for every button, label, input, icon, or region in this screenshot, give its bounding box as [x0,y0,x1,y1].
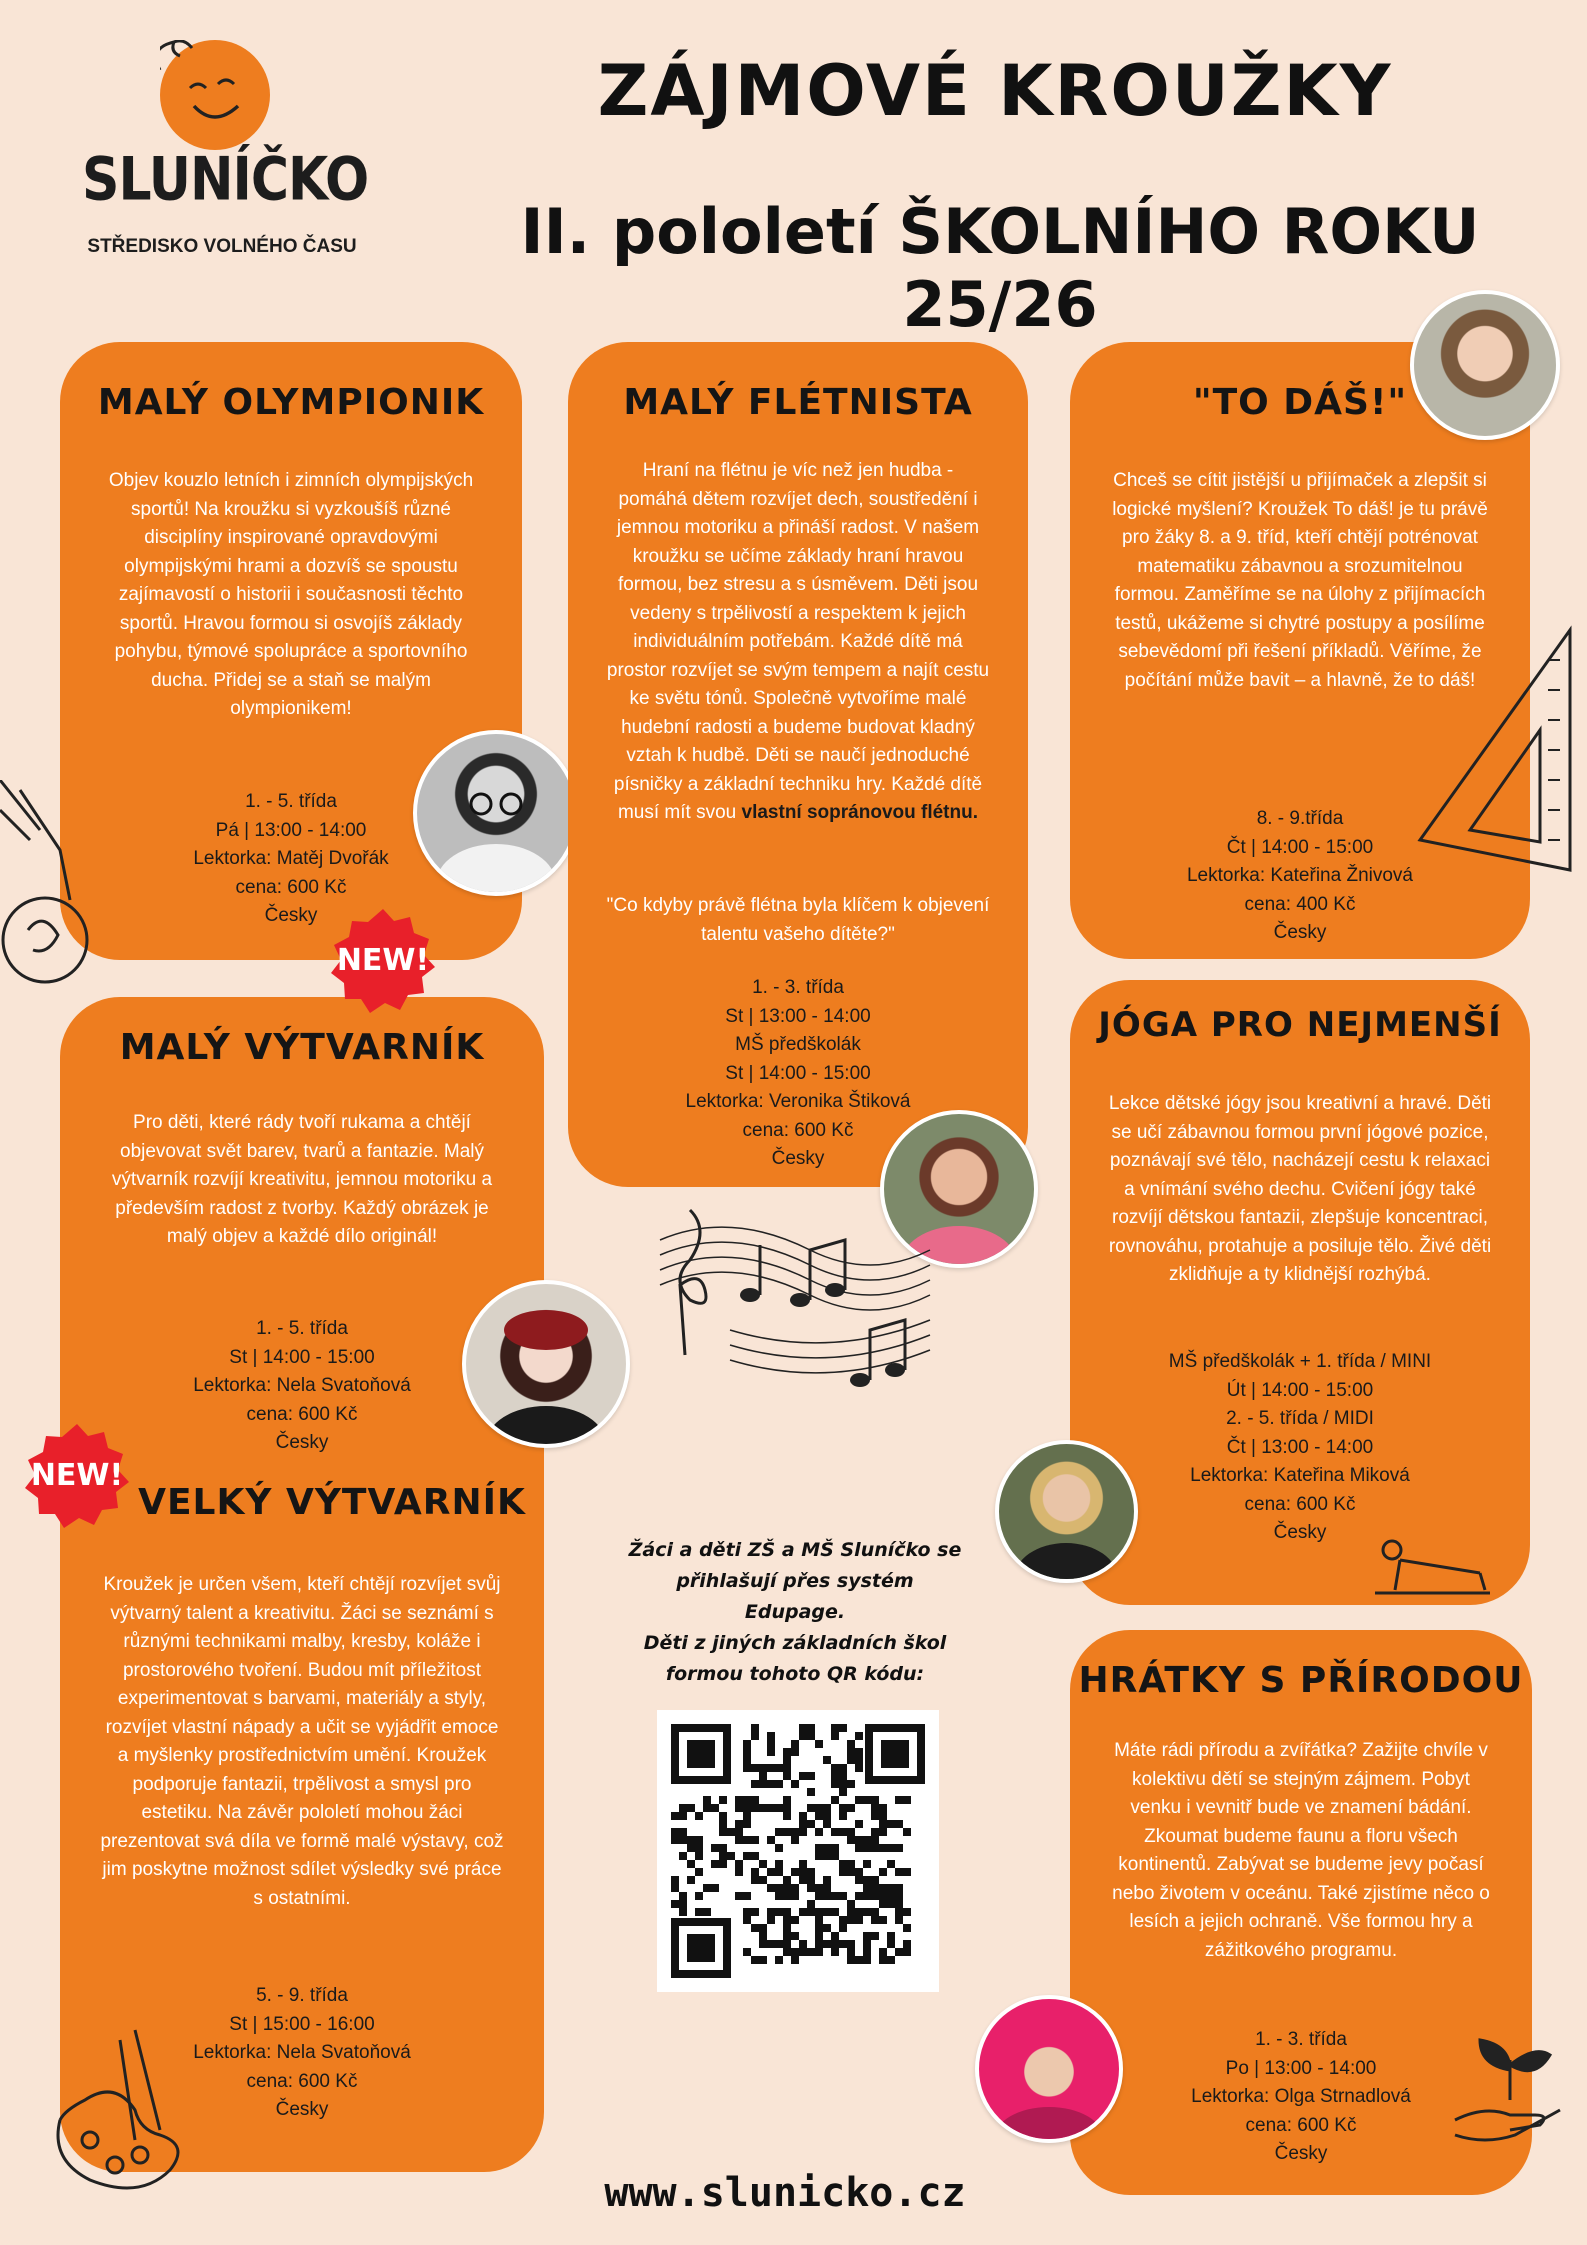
logo-subtitle: STŘEDISKO VOLNÉHO ČASU [87,236,357,257]
yoga-plank-icon [1370,1535,1495,1600]
info-time: Pá | 13:00 - 14:00 [215,819,367,841]
lecturer-photo [995,1440,1138,1583]
paint-palette-icon [40,2020,190,2200]
card-description: Máte rádi přírodu a zvířátka? Zažijte chvíle v kolektivu dětí se stejným zájmem. Pobyt venku i vevnitř bude ve znamení bádání. Zkoumat budeme faunu a floru všech kontinentů. Zabývat se budeme jevy počasí nebo životem v oceánu. Také zjistíme něco o lesích a jejich ochraně. Vše formou hry a zážitkového programu. [1112,1740,1490,1961]
card-title: MALÝ FLÉTNISTA [623,382,973,423]
info-price: cena: 600 Kč [246,2070,358,2092]
info-time: St | 15:00 - 16:00 [229,2013,375,2035]
info-price: cena: 600 Kč [246,1403,358,1425]
info-grade: 1. - 3. třída [1255,2029,1347,2050]
info-grade: MŠ předškolák + 1. třída / MINI [1168,1351,1432,1372]
plant-hand-icon [1450,2030,1570,2150]
info-language: Česky [771,1148,825,1169]
card-description-velky: Kroužek je určen všem, kteří chtějí rozvíjet svůj výtvarný talent a kreativitu. Žáci se seznámí s různými technikami malby, kresby, koláže i prostorového tvoření. Budou mít příležitost experimentovat s barvami, materiály a styly, rozvíjet vlastní nápady a učit se vyjádřit emoce a myšlenky prostřednictvím umění. Kroužek podporuje fantazii, trpělivost a smysl pro estetiku. Na závěr pololetí mohou žáci prezentovat svá díla ve formě malé výstavy, což jim poskytne možnost sdílet výsledky své práce s ostatními. [100,1574,504,1909]
card-info [1108,2026,1494,2169]
card-description: Chceš se cítit jistější u přijímaček a zlepšit si logické myšlení? Kroužek To dáš! je tu právě pro žáky 8. a 9. tříd, kteří chtějí potrénovat matematiku zábavnou a srozumitelnou formou. Zaměříme se na úlohy z přijímacích testů, ukážeme si chytré postupy a posílíme sebevědomí při řešení příkladů. Věříme, že počítání může bavit – a hlavně, že to dáš! [1112,470,1488,691]
music-notes-icon [650,1180,940,1450]
info-grade: 8. - 9.třída [1256,808,1344,829]
info-lecturer: Lektorka: Matěj Dvořák [193,848,389,869]
info-lecturer: Lektorka: Nela Svatoňová [193,1375,411,1396]
info-grade: 1. - 5. třída [245,791,337,812]
page-subtitle: II. pololetí ŠKOLNÍHO ROKU 25/26 [520,195,1480,341]
info-grade-2: MŠ předškolák [735,1034,861,1055]
card-info [1108,1348,1492,1548]
info-time: Čt | 14:00 - 15:00 [1226,836,1374,858]
lecturer-photo [1410,290,1560,440]
logo-name: SLUNÍČKO [82,145,369,215]
card-vytvarnik [60,997,544,2172]
info-grade-2: 2. - 5. třída / MIDI [1226,1408,1374,1429]
card-title: HRÁTKY S PŘÍRODOU [1078,1660,1524,1701]
info-lecturer: Lektorka: Kateřina Žnivová [1186,865,1413,886]
lecturer-photo [462,1280,630,1448]
qr-code[interactable] [657,1710,939,1992]
medal-icon [0,780,90,1050]
info-price: cena: 600 Kč [742,1119,854,1141]
info-price: cena: 600 Kč [235,876,347,898]
info-lecturer: Lektorka: Olga Strnadlová [1191,2086,1411,2107]
new-badge: NEW! [328,907,438,1017]
card-description-bold: vlastní sopránovou flétnu. [741,802,978,823]
new-badge: NEW! [22,1422,132,1532]
card-title-velky: VELKÝ VÝTVARNÍK [138,1482,526,1523]
card-title: JÓGA PRO NEJMENŠÍ [1098,1005,1502,1045]
info-time: St | 14:00 - 15:00 [229,1346,375,1368]
card-description: Objev kouzlo letních i zimních olympijských sportů! Na kroužku si vyzkoušíš různé disciplíny inspirované opravdovými olympijskými hrami a dozvíš se spoustu zajímavostí o historii i současnosti těchto sportů. Hravou formou si osvojíš základy pohybu, týmové spolupráce a sportovního ducha. Přidej se a staň se malým olympionikem! [108,470,474,719]
card-quote: "Co kdyby právě flétna byla klíčem k objevení talentu vašeho dítěte?" [606,895,990,945]
card-description: Pro děti, které rády tvoří rukama a chtějí objevovat svět barev, tvarů a fantazie. Malý výtvarník rozvíjí kreativitu, jemnou motoriku a především radost z tvorby. Každý obrázek je malý objev a každé dílo originál! [111,1112,493,1247]
info-time: Po | 13:00 - 14:00 [1225,2057,1377,2079]
lecturer-photo [975,1995,1123,2143]
card-joga [1070,980,1530,1605]
card-title: MALÝ OLYMPIONIK [97,382,485,423]
lecturer-photo [413,730,579,896]
info-time-2: St | 14:00 - 15:00 [725,1062,871,1084]
info-time: St | 13:00 - 14:00 [725,1005,871,1027]
info-grade: 1. - 3. třída [752,977,844,998]
card-description: Lekce dětské jógy jsou kreativní a hravé. Děti se učí zábavnou formou první jógové pozice, poznávají své tělo, nacházejí cestu k relaxaci a vnímání svého dechu. Cvičení jógy také rozvíjí dětskou fantazii, zlepšuje koncentraci, rovnováhu, protahuje a posiluje tělo. Živé děti zklidňuje a ty klidnější rozhýbá. [1108,1093,1492,1285]
info-grade: 1. - 5. třída [256,1318,348,1339]
info-language: Česky [1273,1522,1327,1543]
info-language: Česky [1273,922,1327,943]
info-language: Česky [275,1432,329,1453]
card-description [606,457,990,828]
info-lecturer: Lektorka: Nela Svatoňová [193,2042,411,2063]
info-price: cena: 400 Kč [1244,893,1356,915]
info-grade: 5. - 9. třída [256,1985,348,2006]
info-time: Út | 14:00 - 15:00 [1226,1379,1374,1401]
registration-info: Žáci a děti ZŠ a MŠ Sluníčko se přihlašují přes systém Edupage. Děti z jiných základních škol formou tohoto QR kódu: [628,1539,962,1685]
info-language: Česky [275,2099,329,2120]
info-price: cena: 600 Kč [1245,2114,1357,2136]
card-description-main: Hraní na flétnu je víc než jen hudba - pomáhá dětem rozvíjet dech, soustředění i jemnou motoriku a přináší radost. V našem kroužku se učíme základy hraní hravou formou, bez stresu a s úsměvem. Děti jsou vedeny s trpělivostí a respektem k jejich individuálním potřebám. Každé dítě má prostor rozvíjet se svým tempem a najít cestu ke světu tónů. Společně vytvoříme malé hudební radosti a budeme budovat kladný vztah k hudbě. Děti se naučí jednoduché písničky a základní techniku hry. Každé dítě musí mít svou [606,460,990,823]
website-link[interactable]: www.slunicko.cz [604,2170,966,2216]
info-lecturer: Lektorka: Veronika Štiková [685,1091,911,1112]
info-price: cena: 600 Kč [1244,1493,1356,1515]
info-lecturer: Lektorka: Kateřina Miková [1190,1465,1410,1486]
page-title: ZÁJMOVÉ KROUŽKY [597,50,1393,132]
info-language: Česky [1274,2143,1328,2164]
card-title: MALÝ VÝTVARNÍK [119,1027,485,1068]
info-time-2: Čt | 13:00 - 14:00 [1226,1436,1374,1458]
info-language: Česky [264,905,318,926]
sun-face-icon [160,40,270,150]
card-maly-fletnista [568,342,1028,1187]
card-title: "TO DÁŠ!" [1192,382,1408,423]
ruler-triangle-icon [1400,620,1580,880]
card-info [98,1315,506,1458]
